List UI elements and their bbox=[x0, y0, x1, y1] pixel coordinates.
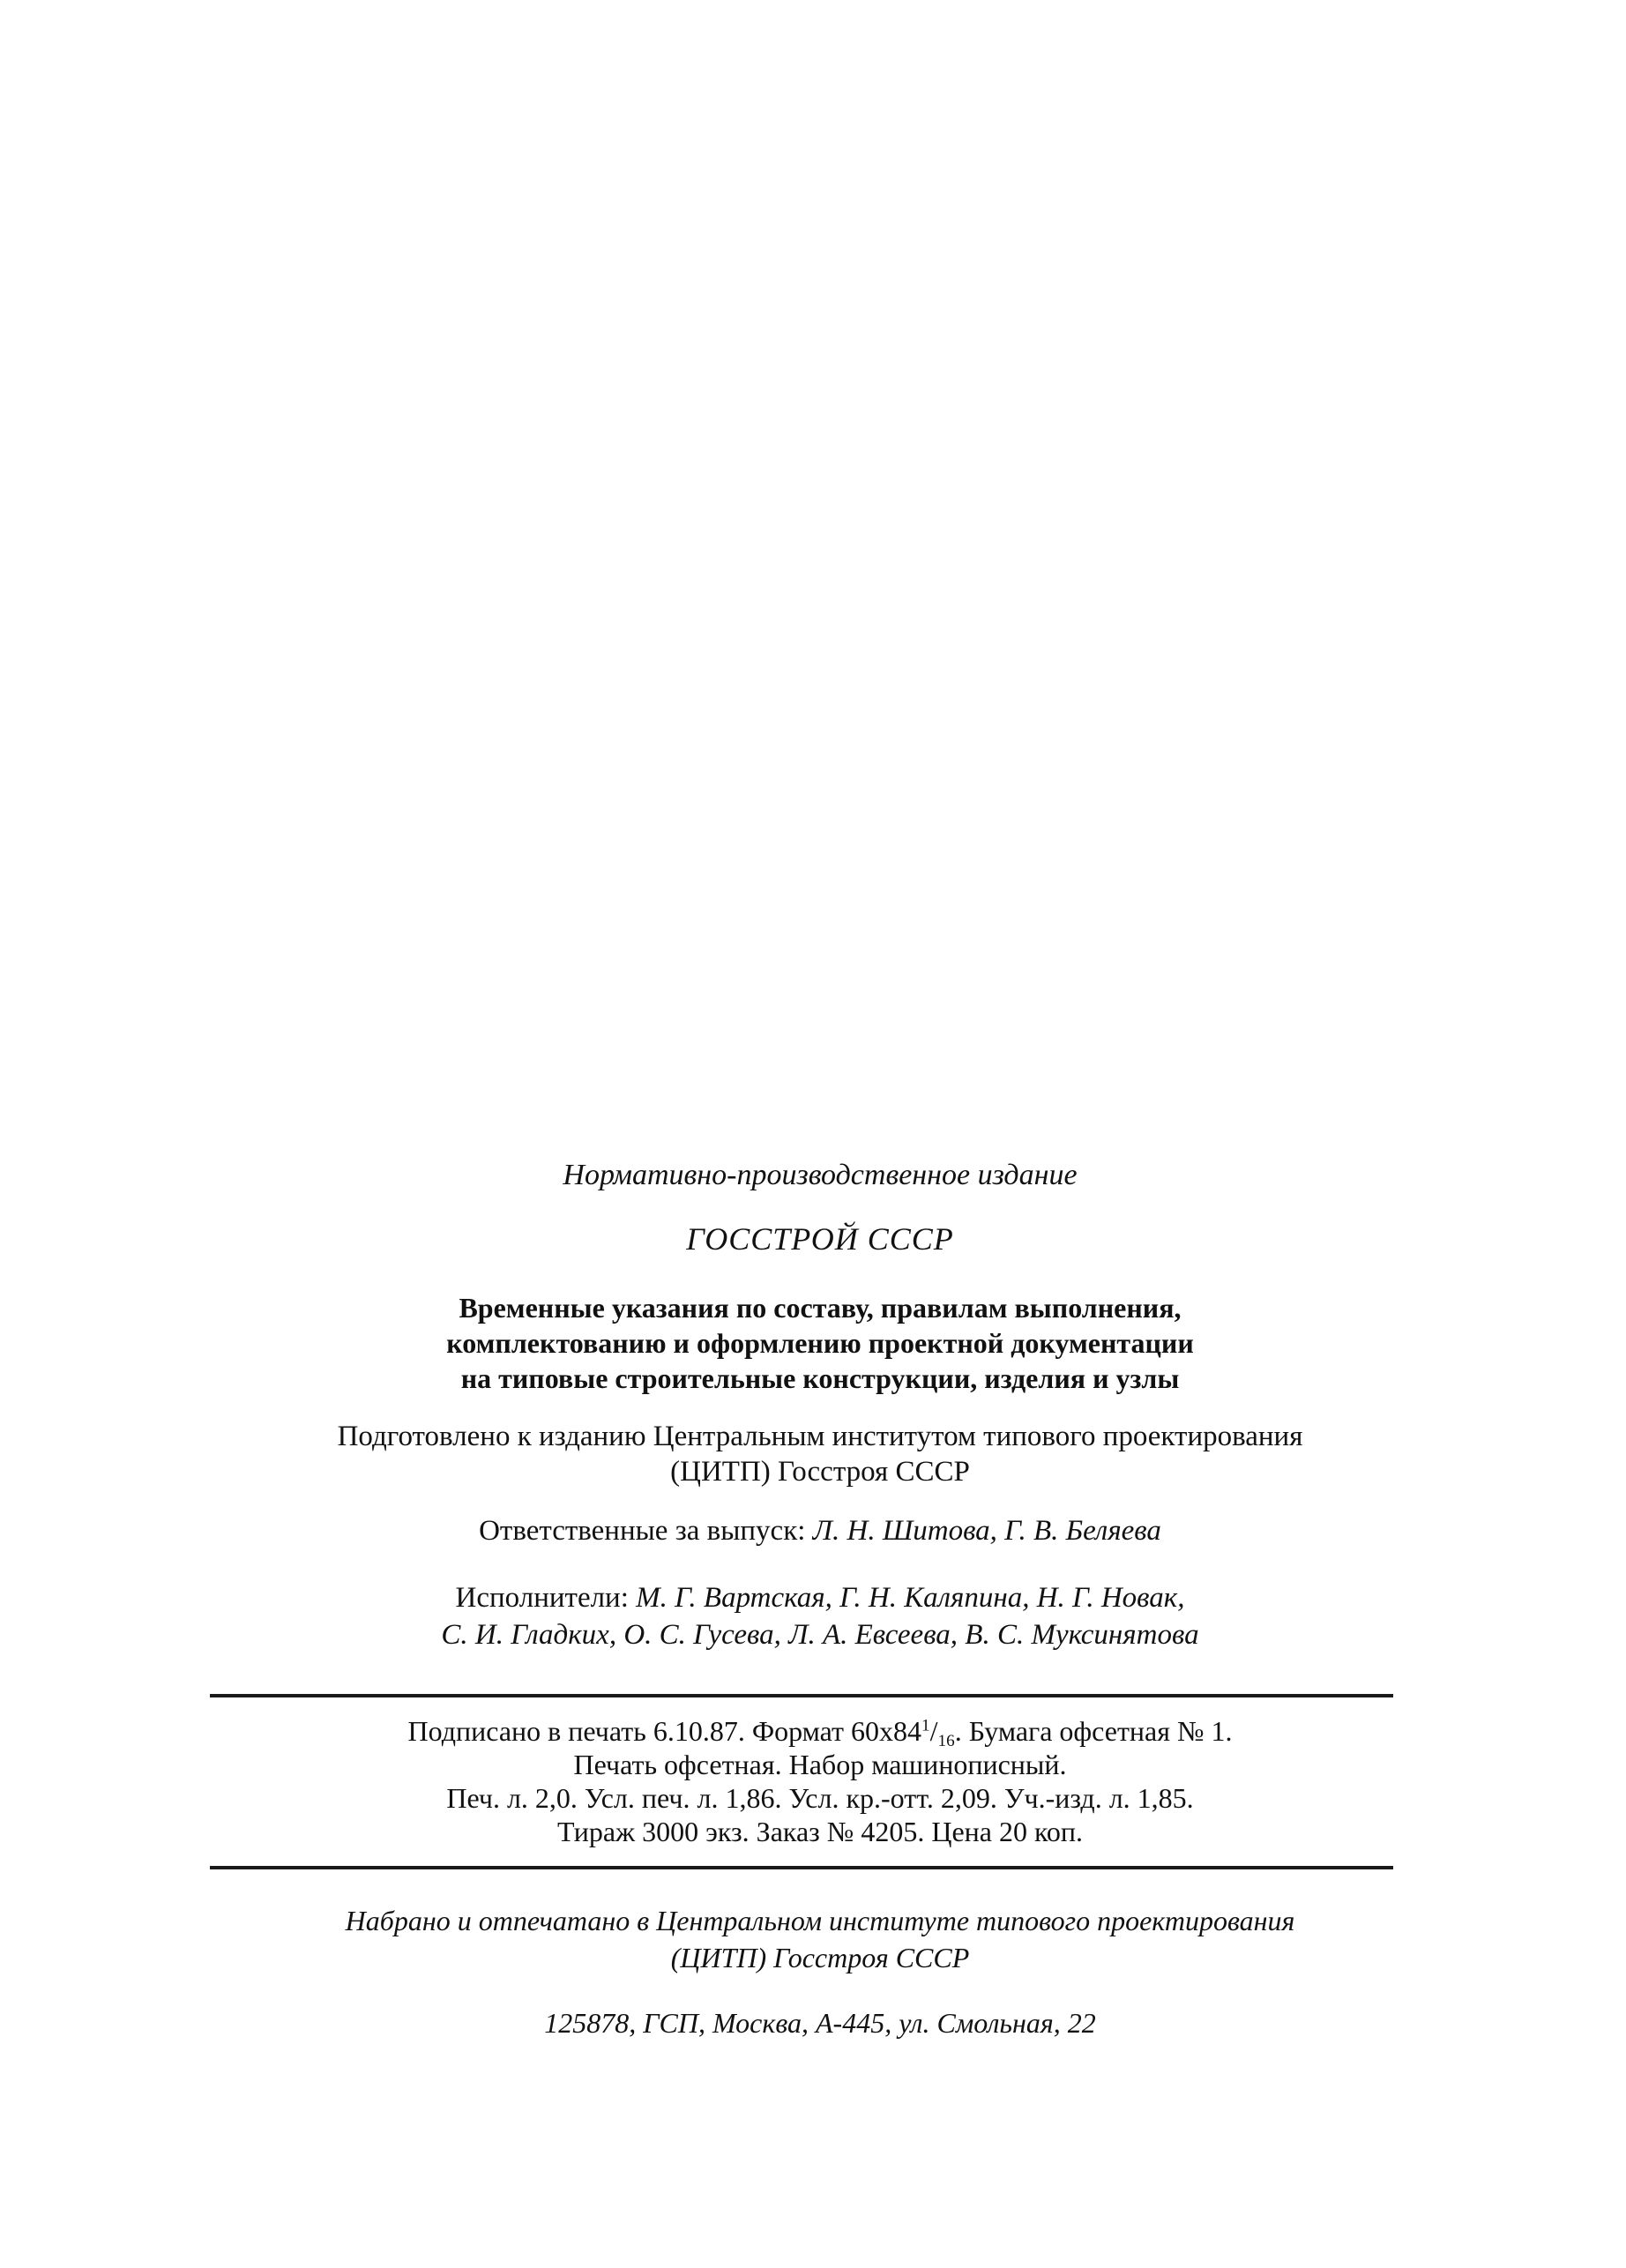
title-line: Временные указания по составу, правилам выполнения, bbox=[459, 1292, 1182, 1324]
format-slash: / bbox=[929, 1715, 938, 1747]
printed-by bbox=[212, 1902, 1428, 1976]
divider-top bbox=[210, 1694, 1393, 1697]
divider-bottom bbox=[210, 1866, 1393, 1869]
imprint-paper: . Бумага офсетная № 1. bbox=[954, 1715, 1233, 1747]
address-text: 125878, ГСП, Москва, А-445, ул. Смольная, 22 bbox=[544, 2007, 1096, 2039]
imprint-line-3: Печ. л. 2,0. Усл. печ. л. 1,86. Усл. кр.-отт. 2,09. Уч.-изд. л. 1,85. bbox=[446, 1782, 1194, 1814]
printed-by-line: Набрано и отпечатано в Центральном институте типового проектирования bbox=[345, 1905, 1295, 1936]
format-denominator: 16 bbox=[937, 1731, 955, 1750]
document-title bbox=[212, 1290, 1428, 1396]
printed-by-line: (ЦИТП) Госстроя СССР bbox=[670, 1942, 970, 1973]
imprint-line-1 bbox=[212, 1714, 1428, 1748]
performers bbox=[212, 1579, 1428, 1653]
publisher bbox=[212, 1220, 1428, 1257]
address bbox=[212, 2007, 1428, 2040]
publisher-text: ГОССТРОЙ СССР bbox=[686, 1221, 954, 1257]
responsible-editors bbox=[212, 1515, 1428, 1548]
performers-names-1: М. Г. Вартская, Г. Н. Каляпина, Н. Г. Новак, bbox=[636, 1582, 1185, 1614]
prepared-by-line: (ЦИТП) Госстроя СССР bbox=[670, 1456, 970, 1488]
imprint-signed-format: Подписано в печать 6.10.87. Формат 60х84 bbox=[407, 1715, 922, 1747]
prepared-by bbox=[212, 1419, 1428, 1489]
imprint-line-2: Печать офсетная. Набор машинописный. bbox=[573, 1749, 1067, 1780]
responsible-line bbox=[212, 1515, 1428, 1548]
print-imprint bbox=[212, 1714, 1428, 1848]
imprint-line-4: Тираж 3000 экз. Заказ № 4205. Цена 20 коп. bbox=[556, 1816, 1084, 1847]
title-line: комплектованию и оформлению проектной документации bbox=[446, 1327, 1194, 1359]
performers-label: Исполнители: bbox=[455, 1582, 629, 1614]
edition-type-text: Нормативно-производственное издание bbox=[563, 1159, 1078, 1191]
format-numerator: 1 bbox=[921, 1716, 930, 1735]
performers-line bbox=[212, 1579, 1428, 1616]
edition-type bbox=[212, 1159, 1428, 1192]
performers-names-2: С. И. Гладких, О. С. Гусева, Л. А. Евсеева, В. С. Муксинятова bbox=[441, 1619, 1199, 1651]
prepared-by-line: Подготовлено к изданию Центральным институтом типового проектирования bbox=[337, 1421, 1303, 1452]
responsible-label: Ответственные за выпуск: bbox=[479, 1515, 806, 1547]
responsible-names: Л. Н. Шитова, Г. В. Беляева bbox=[812, 1515, 1161, 1547]
title-line: на типовые строительные конструкции, изделия и узлы bbox=[460, 1362, 1180, 1394]
